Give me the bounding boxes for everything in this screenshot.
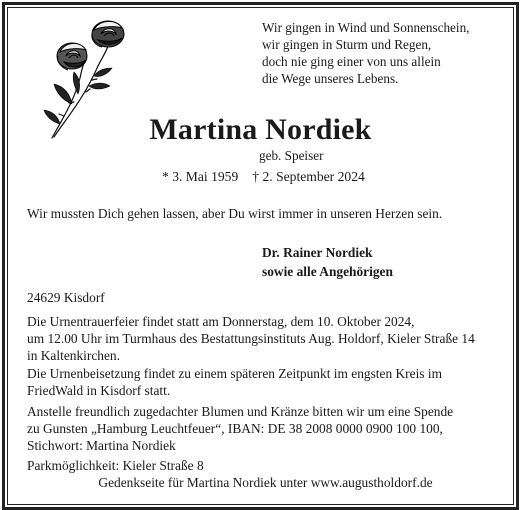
poem-line: die Wege unseres Lebens. [262, 71, 399, 86]
donation-line: Anstelle freundlich zugedachter Blumen und Kränze bitten wir um eine Spende [27, 404, 454, 419]
funeral-line: Die Urnentrauerfeier findet statt am Donnerstag, dem 10. Oktober 2024, [27, 314, 415, 329]
donation-line: zu Gunsten „Hamburg Leuchtfeuer“, IBAN: DE 38 2008 0000 0900 100 100, [27, 421, 443, 436]
place: 24629 Kisdorf [27, 290, 105, 305]
burial-info [27, 365, 442, 399]
mourners [262, 243, 393, 281]
life-dates [162, 169, 365, 185]
deceased-name: Martina Nordiek [149, 113, 372, 146]
parking-info: Parkmöglichkeit: Kieler Straße 8 [27, 458, 204, 473]
funeral-line: um 12.00 Uhr im Turmhaus des Bestattungsinstituts Aug. Holdorf, Kieler Straße 14 [27, 331, 475, 346]
mourner-secondary: sowie alle Angehörigen [262, 264, 393, 279]
poem-line: Wir gingen in Wind und Sonnenschein, [262, 20, 470, 35]
memorial-page-link: Gedenkseite für Martina Nordiek unter www.augustholdorf.de [98, 475, 433, 490]
donation-line: Stichwort: Martina Nordiek [27, 438, 176, 453]
donation-info [27, 403, 453, 454]
burial-line: FriedWald in Kisdorf statt. [27, 383, 171, 398]
farewell-text: Wir mussten Dich gehen lassen, aber Du wirst immer in unseren Herzen sein. [27, 206, 443, 221]
funeral-info [27, 313, 475, 364]
poem [262, 19, 469, 87]
funeral-line: in Kaltenkirchen. [27, 348, 120, 363]
death-date: † 2. September 2024 [252, 169, 365, 184]
burial-line: Die Urnenbeisetzung findet zu einem späteren Zeitpunkt im engsten Kreis im [27, 366, 442, 381]
mourner-primary: Dr. Rainer Nordiek [262, 245, 373, 260]
poem-line: doch nie ging einer von uns allein [262, 54, 441, 69]
birth-name: geb. Speiser [259, 148, 324, 163]
birth-date: * 3. Mai 1959 [162, 169, 239, 184]
poem-line: wir gingen in Sturm und Regen, [262, 37, 432, 52]
